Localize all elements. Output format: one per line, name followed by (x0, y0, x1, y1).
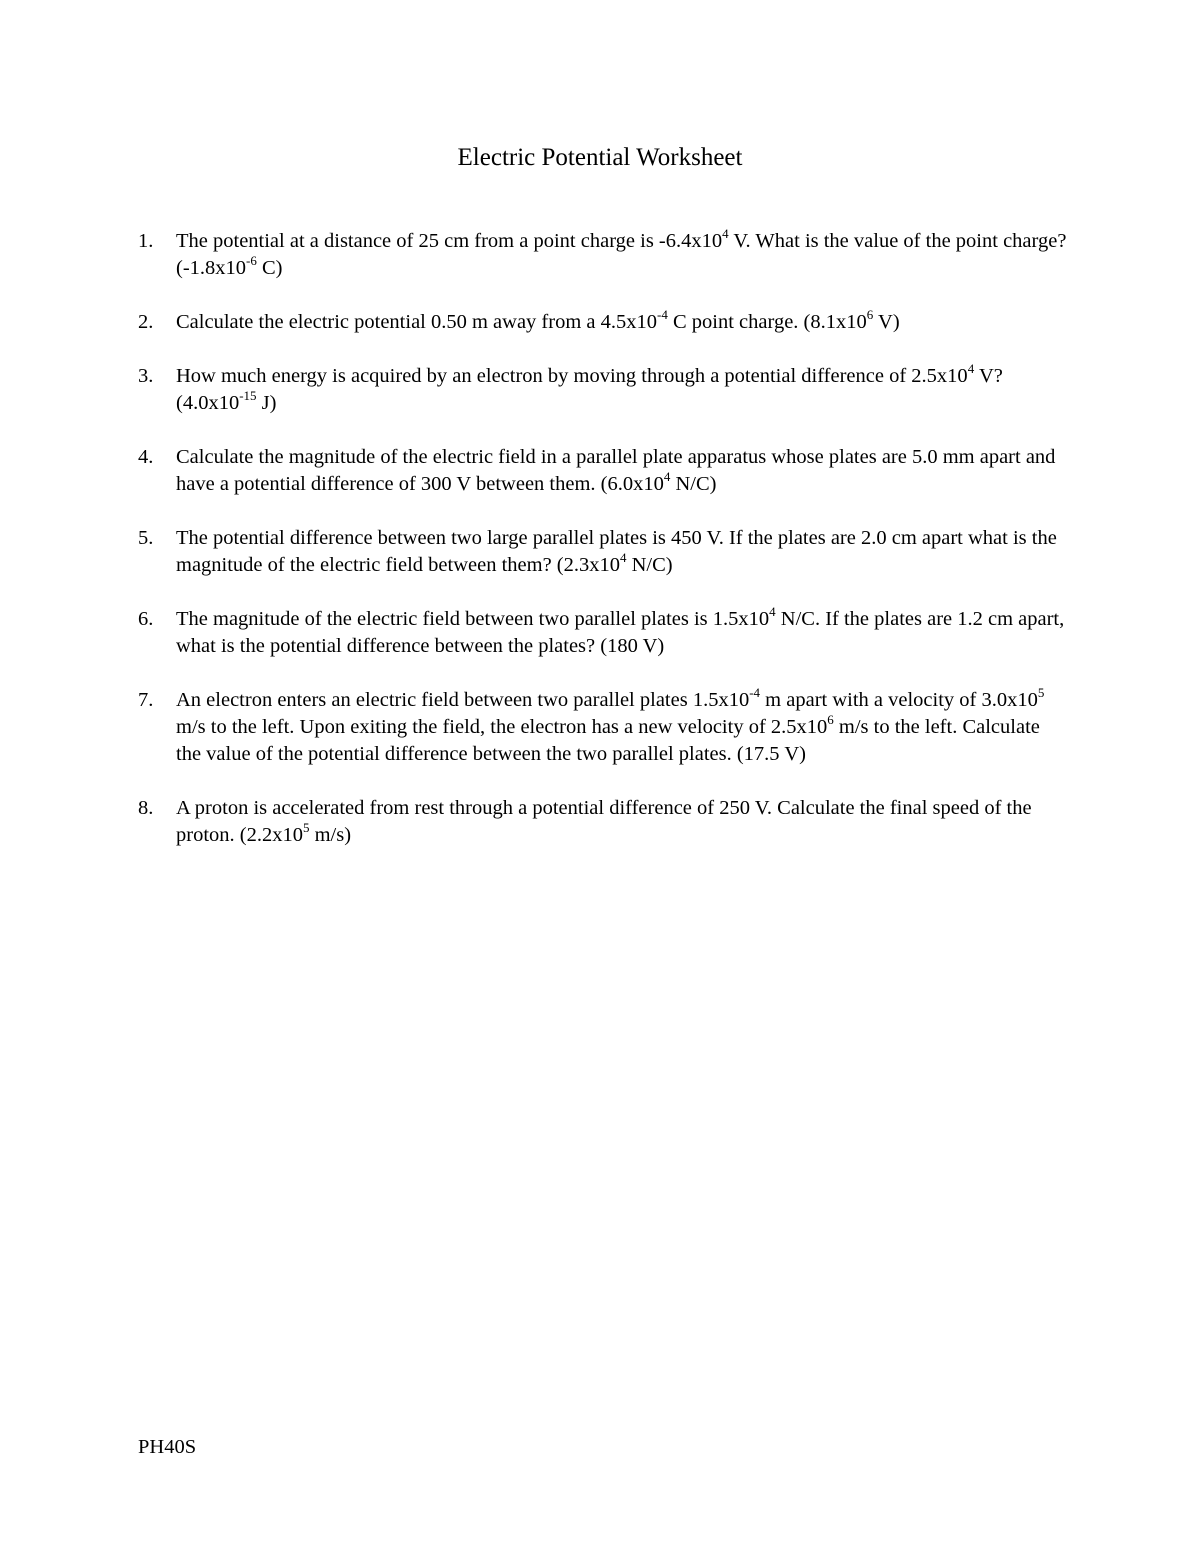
question-text (176, 525, 1068, 579)
question-text (176, 228, 1068, 282)
question-item (138, 444, 1068, 498)
exponent: 5 (302, 820, 310, 835)
question-text (176, 795, 1068, 849)
exponent: -4 (657, 307, 668, 322)
question-text-run: The potential difference between two large parallel plates is 450 V. If the plates are 2.0 cm apart what is the magnitude of the electric field between them? (2.3x10 (176, 527, 1057, 576)
question-text-run: Calculate the electric potential 0.50 m away from a 4.5x10 (176, 311, 658, 333)
question-item (138, 525, 1068, 579)
question-text-run: J) (256, 392, 277, 414)
question-text-run: m/s to the left. Calculate the value of the potential difference between the two parallel plates. (17.5 V) (176, 716, 1040, 765)
question-text-run: C) (256, 257, 283, 279)
question-text-run: N/C. If the plates are 1.2 cm apart, what is the potential difference between the plates? (180 V) (176, 608, 1065, 657)
question-number: 6. (138, 608, 154, 630)
question-text (176, 309, 1068, 336)
question-text-run: V? (4.0x10 (176, 365, 1003, 414)
question-text-run: The magnitude of the electric field between two parallel plates is 1.5x10 (176, 608, 770, 630)
question-number: 4. (138, 446, 154, 468)
question-number: 3. (138, 365, 154, 387)
question-item (138, 363, 1068, 417)
question-item (138, 309, 1068, 336)
question-number: 5. (138, 527, 154, 549)
page-title: Electric Potential Worksheet (457, 144, 743, 171)
question-text (176, 687, 1068, 768)
question-text-run: m/s to the left. Upon exiting the field, the electron has a new velocity of 2.5x10 (176, 716, 828, 738)
question-item (138, 687, 1068, 768)
question-number: 2. (138, 311, 154, 333)
question-text-run: V. What is the value of the point charge? (-1.8x10 (176, 230, 1067, 279)
exponent: -4 (749, 685, 761, 700)
exponent: 5 (1037, 685, 1045, 700)
question-number: 7. (138, 689, 154, 711)
question-text-run: m/s) (309, 824, 352, 846)
exponent: 4 (769, 604, 776, 619)
question-text-run: m apart with a velocity of 3.0x10 (760, 689, 1038, 711)
question-text-run: N/C) (626, 554, 673, 576)
question-text (176, 606, 1068, 660)
question-text-run: An electron enters an electric field between two parallel plates 1.5x10 (176, 689, 750, 711)
question-item (138, 795, 1068, 849)
question-item (138, 228, 1068, 282)
exponent: -15 (239, 388, 257, 403)
question-text-run: A proton is accelerated from rest through a potential difference of 250 V. Calculate the final speed of the proton. (2.2x10 (176, 797, 1032, 846)
question-item (138, 606, 1068, 660)
question-list (138, 228, 1068, 876)
question-number: 8. (138, 797, 154, 819)
exponent: 4 (663, 469, 671, 484)
question-text-run: How much energy is acquired by an electron by moving through a potential difference of 2.5x10 (176, 365, 968, 387)
exponent: 4 (620, 550, 627, 565)
question-text (176, 363, 1068, 417)
question-text-run: V) (873, 311, 900, 333)
question-text-run: Calculate the magnitude of the electric field in a parallel plate apparatus whose plates are 5.0 mm apart and have a potential difference of 300 V between them. (6.0x10 (176, 446, 1056, 495)
question-text-run: C point charge. (8.1x10 (667, 311, 867, 333)
exponent: 6 (827, 712, 834, 727)
question-text-run: N/C) (670, 473, 717, 495)
exponent: -6 (246, 253, 257, 268)
course-code: PH40S (138, 1436, 197, 1458)
question-text (176, 444, 1068, 498)
question-number: 1. (138, 230, 154, 252)
question-text-run: The potential at a distance of 25 cm from a point charge is -6.4x10 (176, 230, 723, 252)
exponent: 6 (866, 307, 874, 322)
exponent: 4 (722, 226, 729, 241)
exponent: 4 (967, 361, 975, 376)
